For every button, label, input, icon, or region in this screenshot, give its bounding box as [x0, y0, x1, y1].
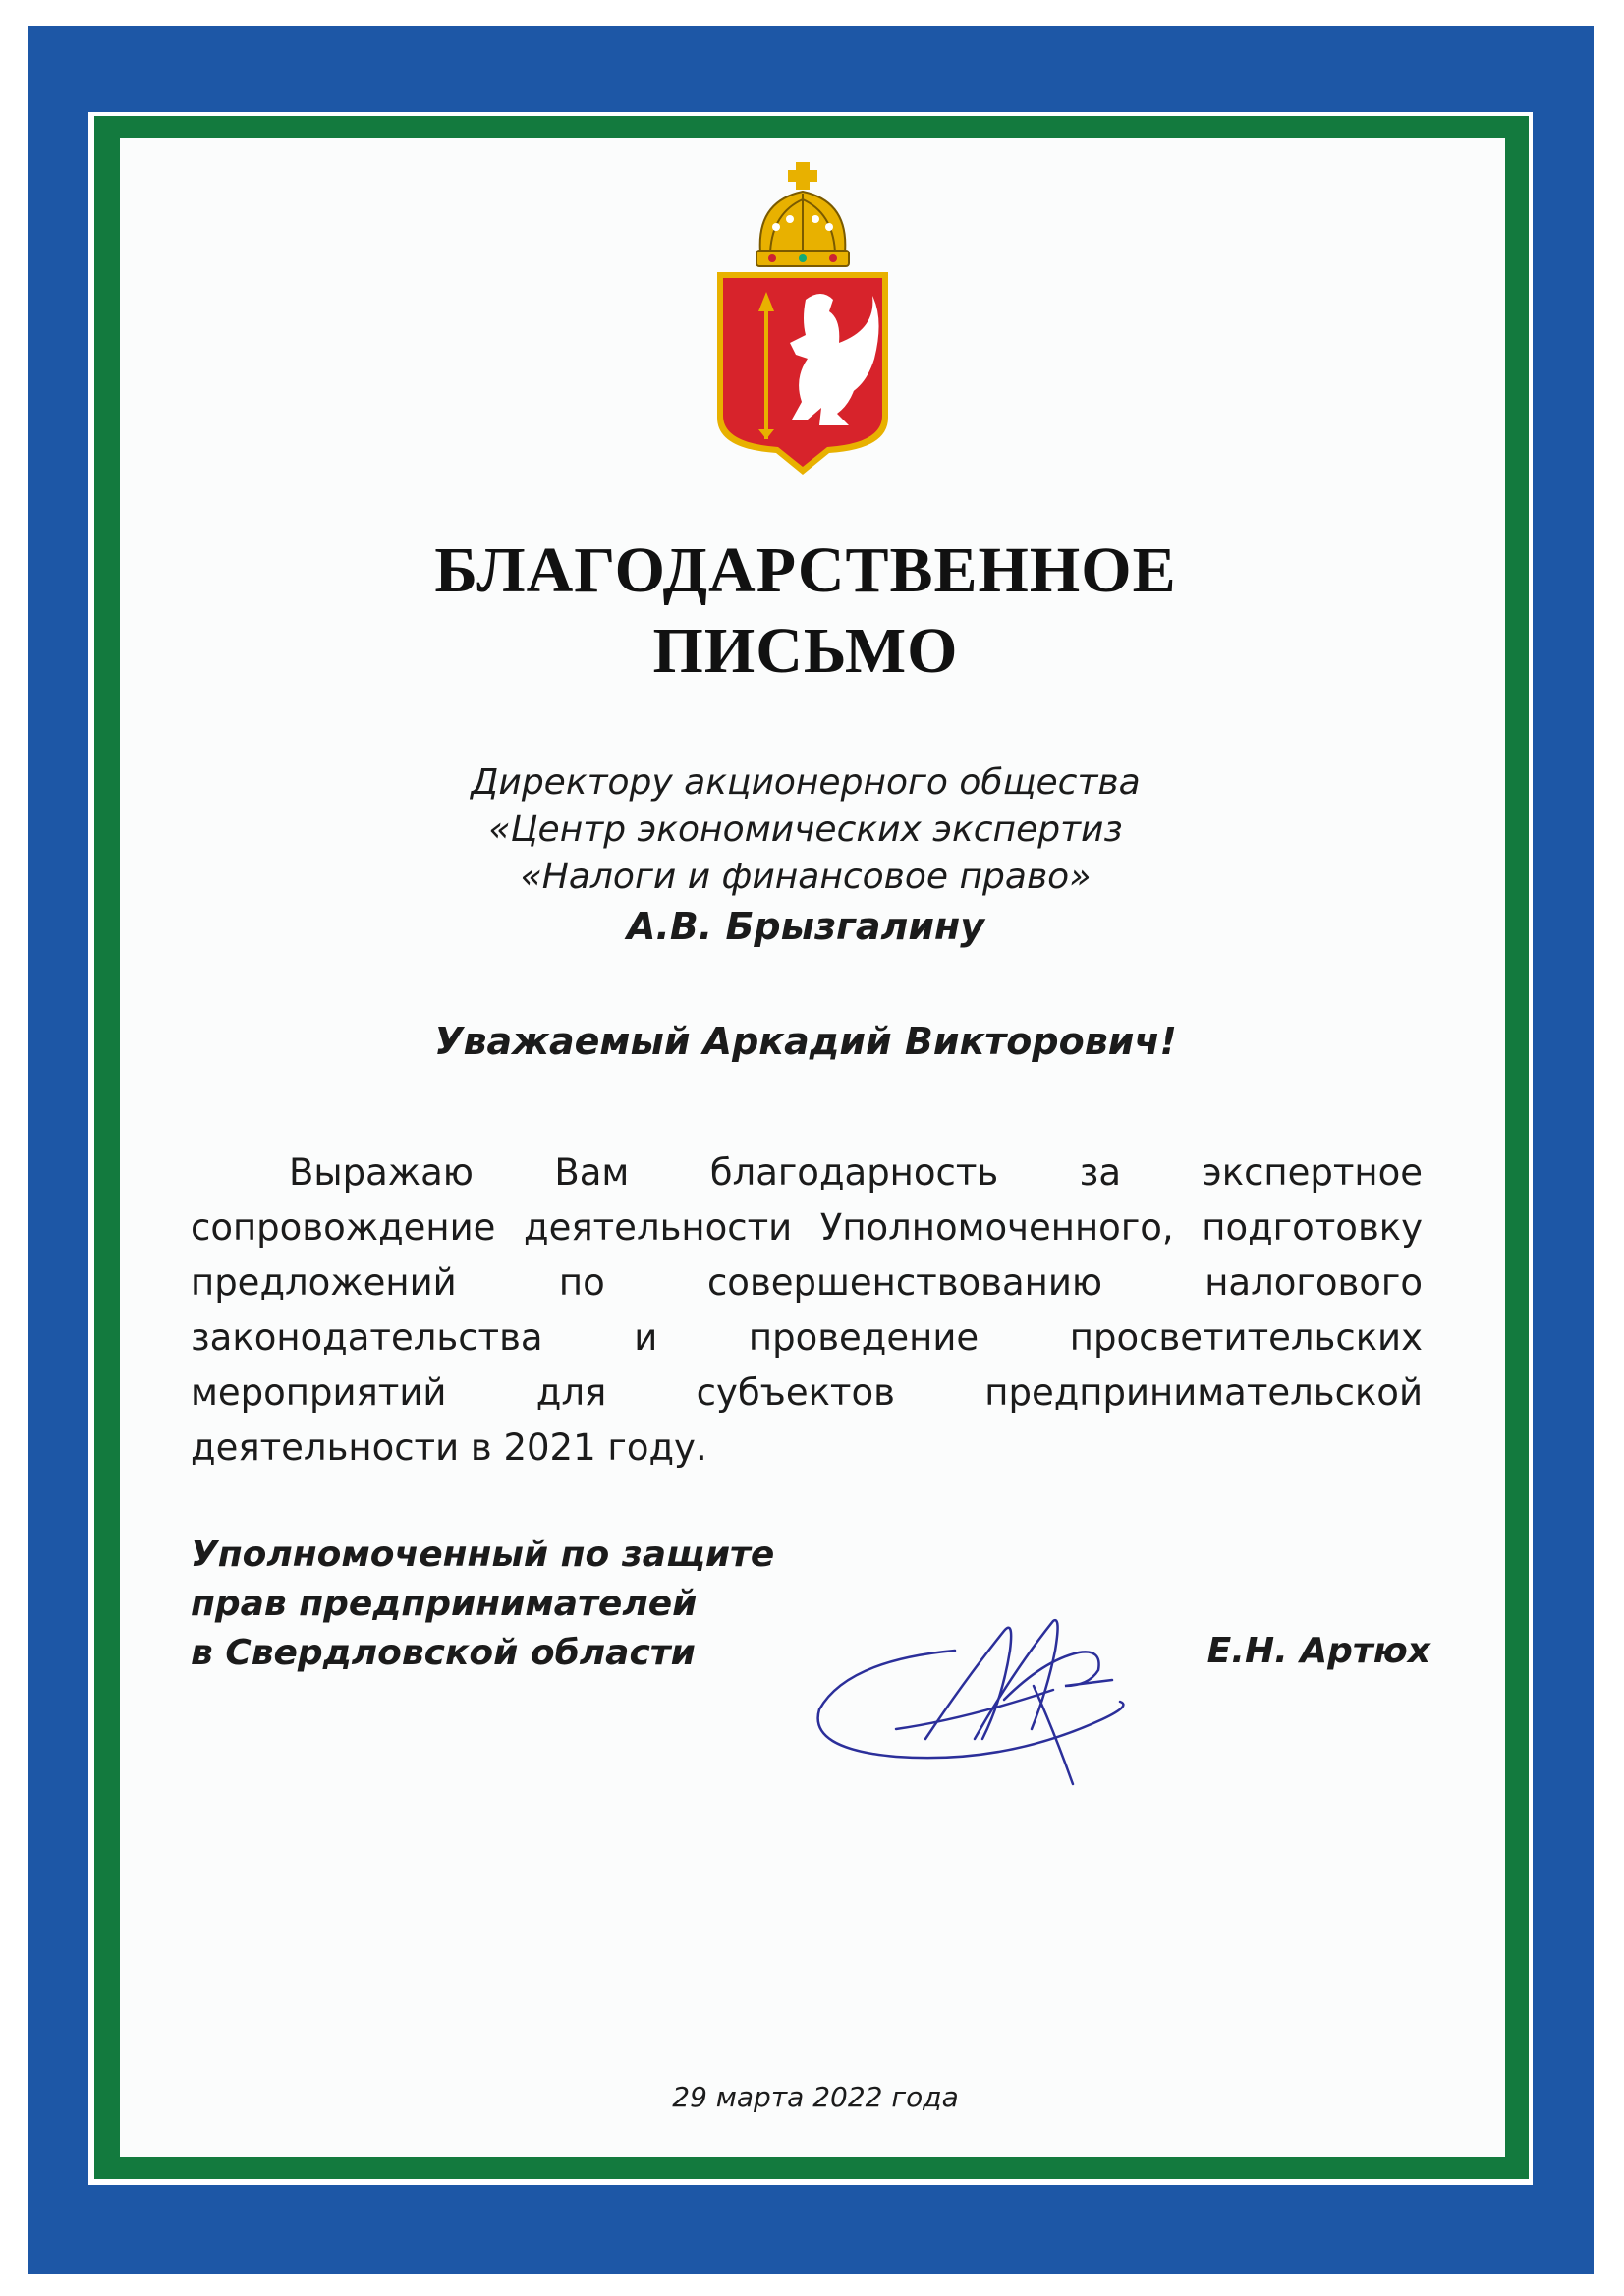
recipient-name: А.В. Брызгалину	[626, 905, 985, 948]
recipient-block	[334, 759, 1277, 950]
crown-icon	[756, 162, 849, 266]
letter-body: Выражаю Вам благодарность за экспертное сопровождение деятельности Уполномоченного, подготовку предложений по совершенствованию налогового законодательства и проведение просветительских мероприятий для субъектов предпринимательской деятельности в 2021 году.	[191, 1151, 1423, 1469]
sverdlovsk-coat-of-arms-icon	[711, 162, 894, 475]
signatory-line-3: в Свердловской области	[191, 1633, 696, 1673]
recipient-line-3: «Налоги и финансовое право»	[520, 857, 1092, 897]
recipient-line-1: Директору акционерного общества	[471, 762, 1141, 803]
signer-name: Е.Н. Артюх	[1206, 1631, 1430, 1671]
letter-date: 29 марта 2022 года	[672, 2081, 959, 2113]
recipient-line-2: «Центр экономических экспертиз	[488, 810, 1123, 850]
title-line-2: ПИСЬМО	[652, 615, 959, 687]
signatory-line-1: Уполномоченный по защите	[191, 1535, 775, 1575]
salutation: Уважаемый Аркадий Викторович!	[434, 1020, 1177, 1063]
handwritten-signature	[808, 1592, 1161, 1788]
signatory-line-2: прав предпринимателей	[191, 1584, 698, 1624]
signatory-title	[191, 1531, 859, 1678]
title-line-1: БЛАГОДАРСТВЕННОЕ	[434, 534, 1177, 606]
document-title	[295, 531, 1316, 692]
